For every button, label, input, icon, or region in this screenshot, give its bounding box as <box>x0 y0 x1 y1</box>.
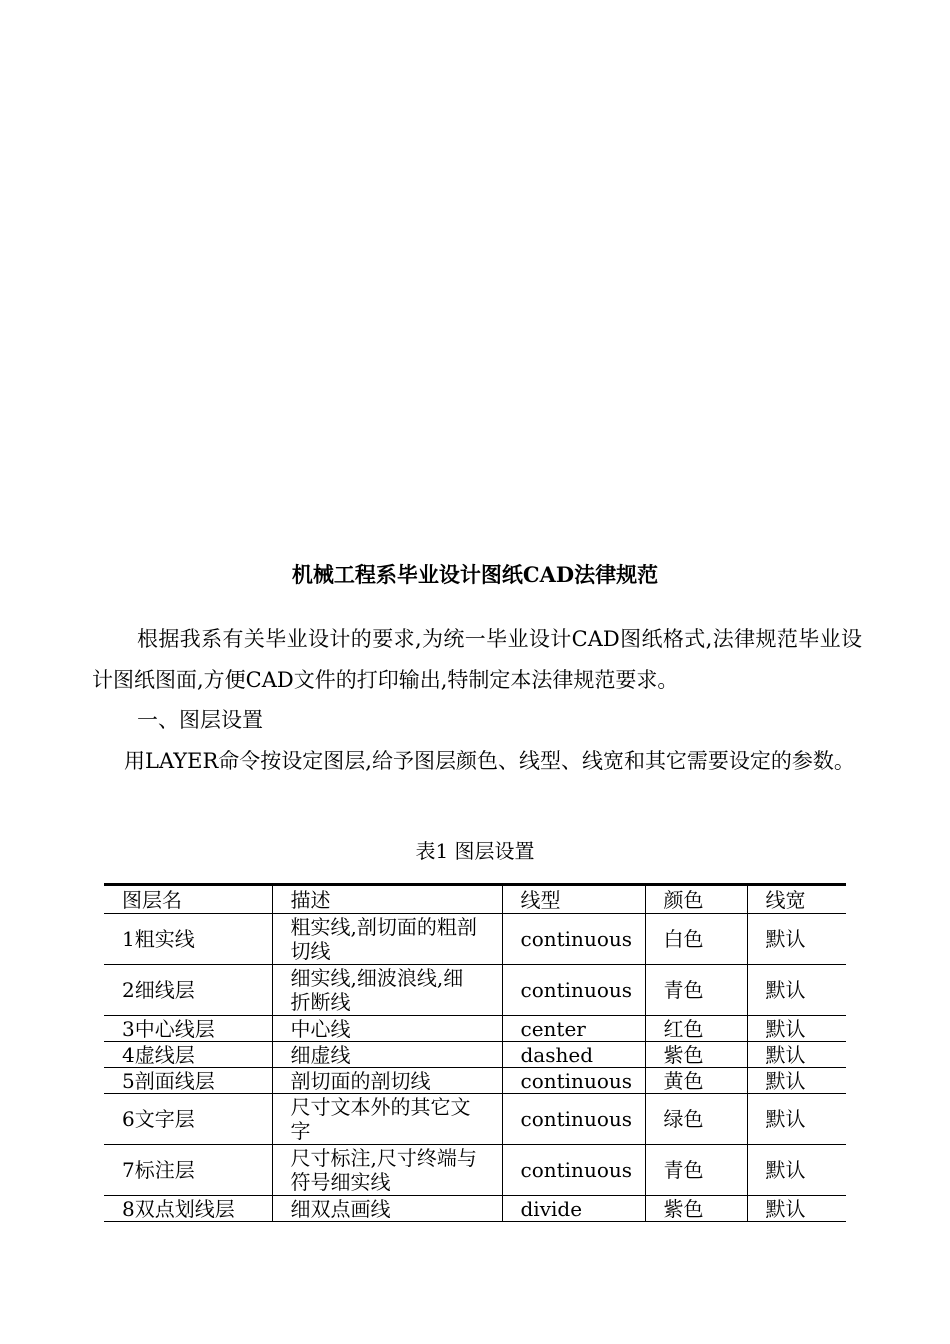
header-lineweight: 线宽 <box>747 885 846 914</box>
cell-description: 细虚线 <box>272 1042 502 1068</box>
cell-layer-name: 3中心线层 <box>104 1016 272 1042</box>
cell-layer-name: 2细线层 <box>104 965 272 1016</box>
cell-linetype: continuous <box>502 1094 645 1145</box>
header-linetype: 线型 <box>502 885 645 914</box>
cell-linetype: continuous <box>502 965 645 1016</box>
cell-linetype: continuous <box>502 914 645 965</box>
cell-color: 黄色 <box>645 1068 747 1094</box>
cell-layer-name: 7标注层 <box>104 1145 272 1196</box>
document-title: 机械工程系毕业设计图纸CAD法律规范 <box>291 562 659 587</box>
table-header-row <box>104 885 846 914</box>
table-row <box>104 1016 846 1042</box>
header-description: 描述 <box>272 885 502 914</box>
cell-layer-name: 6文字层 <box>104 1094 272 1145</box>
cell-linetype: center <box>502 1016 645 1042</box>
table-row <box>104 1196 846 1222</box>
cell-lineweight: 默认 <box>747 1042 846 1068</box>
cell-description: 粗实线,剖切面的粗剖切线 <box>272 914 502 965</box>
section-heading-layer-settings: 一、图层设置 <box>137 708 263 732</box>
cell-color: 红色 <box>645 1016 747 1042</box>
cell-color: 青色 <box>645 1145 747 1196</box>
layer-command-paragraph: 用LAYER命令按设定图层,给予图层颜色、线型、线宽和其它需要设定的参数。 <box>124 749 855 773</box>
cell-layer-name: 8双点划线层 <box>104 1196 272 1222</box>
header-color: 颜色 <box>645 885 747 914</box>
layer-settings-table <box>104 883 846 1222</box>
cell-lineweight: 默认 <box>747 1145 846 1196</box>
table-row <box>104 1068 846 1094</box>
cell-description: 中心线 <box>272 1016 502 1042</box>
cell-lineweight: 默认 <box>747 1016 846 1042</box>
table-row <box>104 965 846 1016</box>
cell-layer-name: 4虚线层 <box>104 1042 272 1068</box>
cell-description: 剖切面的剖切线 <box>272 1068 502 1094</box>
cell-lineweight: 默认 <box>747 1068 846 1094</box>
cell-linetype: continuous <box>502 1145 645 1196</box>
table-row <box>104 1145 846 1196</box>
table-row <box>104 1094 846 1145</box>
cell-linetype: continuous <box>502 1068 645 1094</box>
cell-color: 青色 <box>645 965 747 1016</box>
cell-layer-name: 5剖面线层 <box>104 1068 272 1094</box>
cell-color: 白色 <box>645 914 747 965</box>
intro-paragraph: 根据我系有关毕业设计的要求,为统一毕业设计CAD图纸格式,法律规范毕业设计图纸图面,方便CAD文件的打印输出,特制定本法律规范要求。 <box>92 627 862 692</box>
cell-lineweight: 默认 <box>747 1094 846 1145</box>
cell-color: 绿色 <box>645 1094 747 1145</box>
cell-lineweight: 默认 <box>747 965 846 1016</box>
cell-description: 细实线,细波浪线,细折断线 <box>272 965 502 1016</box>
cell-linetype: divide <box>502 1196 645 1222</box>
cell-description: 尺寸标注,尺寸终端与符号细实线 <box>272 1145 502 1196</box>
cell-color: 紫色 <box>645 1196 747 1222</box>
cell-lineweight: 默认 <box>747 914 846 965</box>
cell-lineweight: 默认 <box>747 1196 846 1222</box>
cell-linetype: dashed <box>502 1042 645 1068</box>
cell-layer-name: 1粗实线 <box>104 914 272 965</box>
table-caption: 表1 图层设置 <box>415 839 535 863</box>
cell-description: 尺寸文本外的其它文字 <box>272 1094 502 1145</box>
cell-color: 紫色 <box>645 1042 747 1068</box>
table-row <box>104 914 846 965</box>
table-row <box>104 1042 846 1068</box>
cell-description: 细双点画线 <box>272 1196 502 1222</box>
header-layer-name: 图层名 <box>104 885 272 914</box>
